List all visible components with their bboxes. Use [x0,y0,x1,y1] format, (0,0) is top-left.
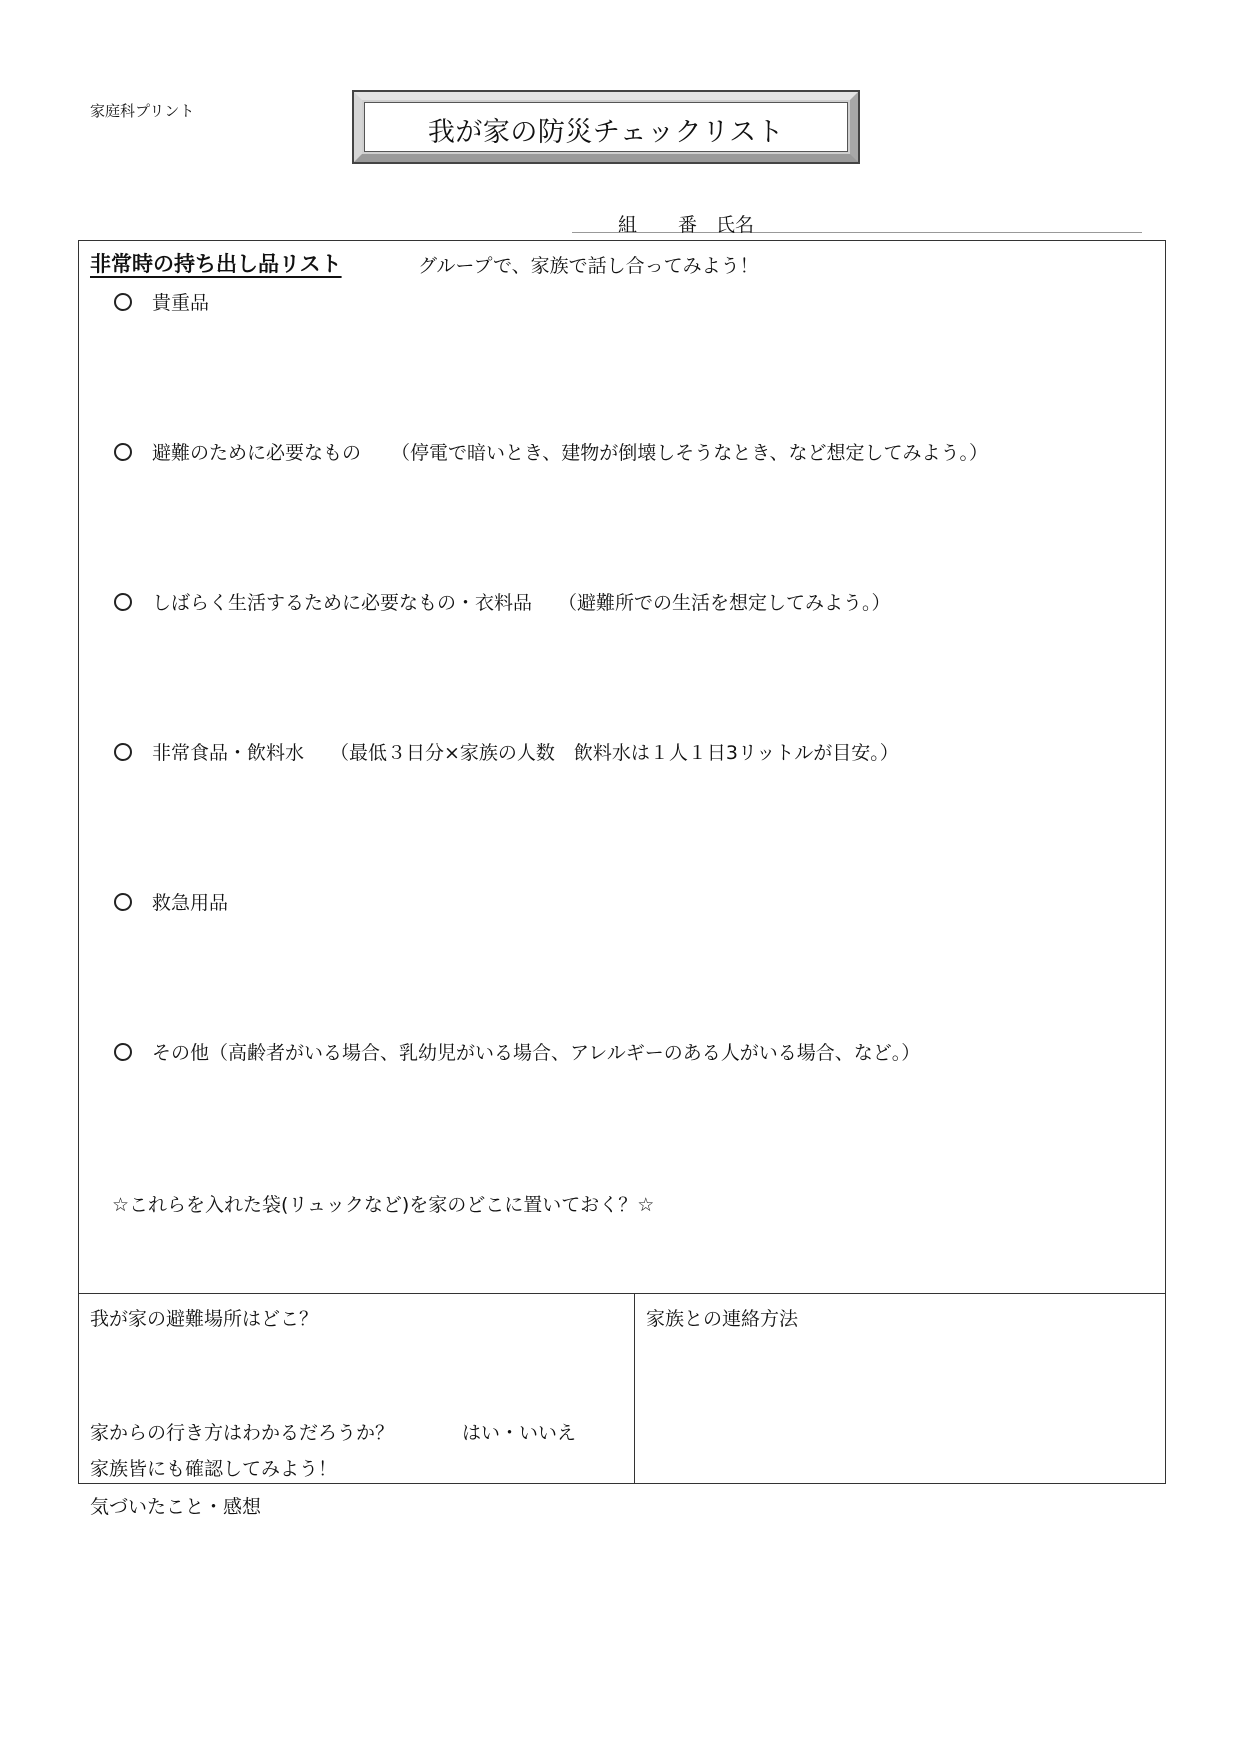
circle-bullet-icon [114,1043,132,1061]
circle-bullet-icon [114,293,132,311]
checklist-item[interactable] [112,888,228,915]
checklist-item[interactable] [112,588,891,615]
checklist-heading: 非常時の持ち出し品リスト [90,252,342,276]
circle-bullet-icon [114,593,132,611]
item-note: （最低３日分×家族の人数 飲料水は１人１日3リットルが目安。） [330,742,899,764]
checklist-item[interactable] [112,1038,920,1065]
title-box [352,90,860,164]
name-label: 氏名 [716,214,755,236]
item-label: 貴重品 [152,292,210,314]
item-label: その他（高齢者がいる場合、乳幼児がいる場合、アレルギーのある人がいる場合、など。） [152,1042,921,1064]
checklist-frame [78,240,1166,1484]
checklist-item[interactable] [112,288,209,315]
class-label: 組 [618,214,638,236]
confirm-note: 家族皆にも確認してみよう！ [90,1458,338,1480]
yes-no-options[interactable]: はい・いいえ [462,1422,577,1444]
frame-divider-vertical [634,1293,635,1484]
item-label: 避難のために必要なもの [152,442,362,464]
evacuation-site-question[interactable]: 我が家の避難場所はどこ？ [90,1308,319,1330]
circle-bullet-icon [114,743,132,761]
number-label: 番 [678,214,698,236]
bag-location-question[interactable]: ☆これらを入れた袋(リュックなど)を家のどこに置いておく？☆ [112,1194,655,1216]
contact-method-heading[interactable]: 家族との連絡方法 [646,1308,799,1330]
item-label: しばらく生活するために必要なもの・衣料品 [152,592,533,614]
name-line[interactable] [572,210,1142,236]
title-inner [364,102,848,152]
subject-label: 家庭科プリント [90,102,195,120]
checklist-item[interactable] [112,738,899,765]
item-note: （停電で暗いとき、建物が倒壊しそうなとき、など想定してみよう。） [391,442,988,464]
checklist-item[interactable] [112,438,988,465]
page-title: 我が家の防災チェックリスト [427,117,785,148]
route-question: 家からの行き方はわかるだろうか？ [90,1422,395,1444]
item-note: （避難所での生活を想定してみよう。） [558,592,891,614]
impressions-heading[interactable]: 気づいたこと・感想 [90,1496,262,1518]
circle-bullet-icon [114,893,132,911]
checklist-note: グループで、家族で話し合ってみよう！ [418,255,759,277]
circle-bullet-icon [114,443,132,461]
frame-divider-horizontal [78,1293,1166,1294]
item-label: 救急用品 [152,892,229,914]
item-label: 非常食品・飲料水 [152,742,305,764]
